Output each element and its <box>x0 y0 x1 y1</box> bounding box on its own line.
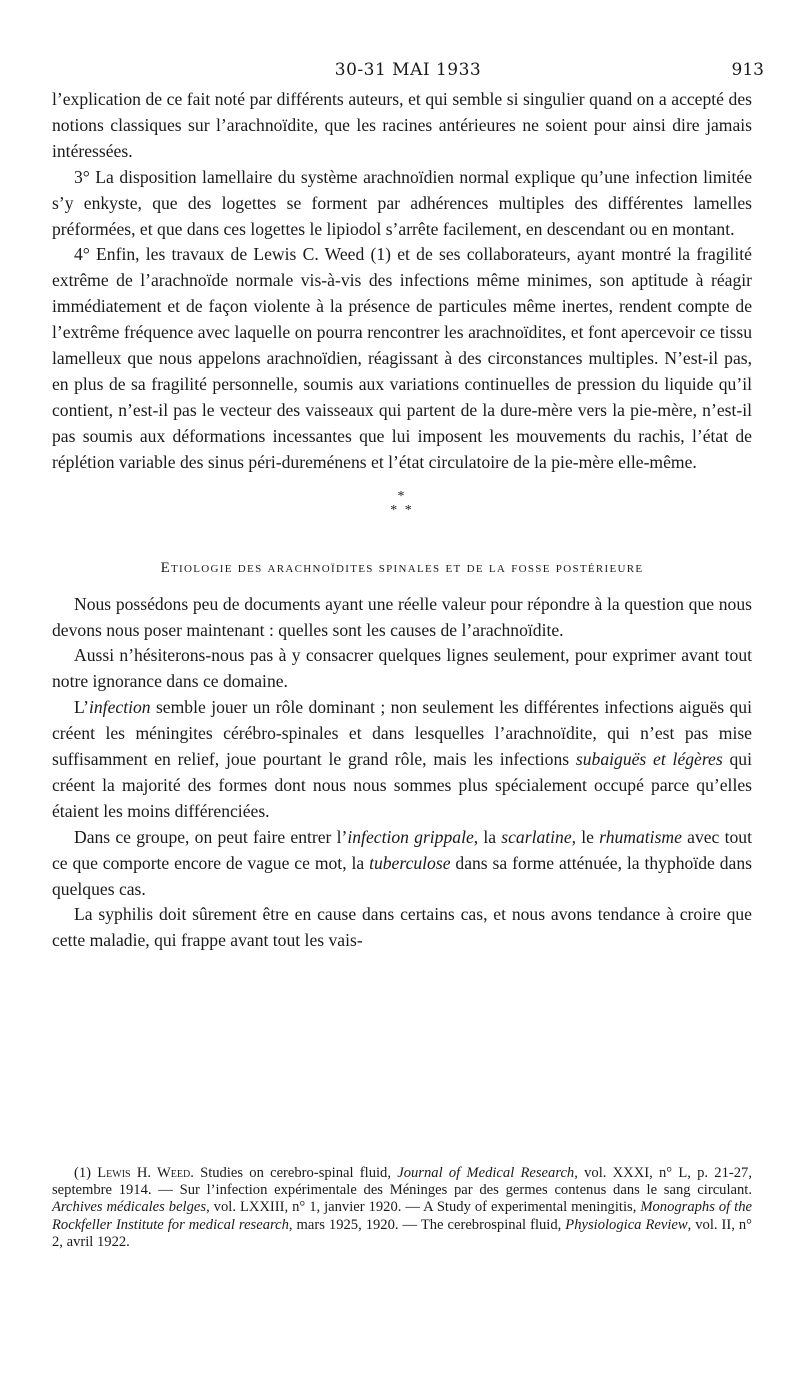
paragraph-point-3: 3° La disposition lamellaire du système arachnoïdien normal explique qu’une infection limitée s’y enkyste, que des logettes se forment par adhérences multiples des différentes lamelles préformées, et que dans ces logettes le lipiodol s’arrête facilement, en descendant ou en montant. <box>52 166 752 239</box>
footnote-1 <box>52 1165 752 1251</box>
footnote-text-2: , vol. XXXI, n° L, p. 21-27, septembre 1914. — Sur l’infection expérimentale des Méninges par des germes contenus dans le sang circulant. <box>52 1165 752 1199</box>
p3-text-c: qui créent la majorité des formes dont nous nous sommes plus spécialement occupé parce qu’elles étaient les moins différenciées. <box>52 749 752 821</box>
asterism-bottom: * * <box>390 502 414 518</box>
page-number: 913 <box>731 60 764 80</box>
section-paragraph-2: Aussi n’hésiterons-nous pas à y consacrer quelques lignes seulement, pour exprimer avant tout notre ignorance dans ce domaine. <box>52 645 752 692</box>
p4-text-a: Dans ce groupe, on peut faire entrer l’ <box>74 826 348 847</box>
footnote-text-1: . Studies on cerebro-spinal fluid, <box>190 1165 398 1181</box>
footnote-journal-4: Physiologica Review <box>565 1216 688 1233</box>
p4-text-d: avec tout ce que comporte encore de vague ce mot, la <box>52 826 752 873</box>
running-header <box>52 55 764 85</box>
main-text <box>52 87 752 954</box>
p4-text-b: , la <box>473 826 502 847</box>
p3-text-a: L’ <box>74 697 89 718</box>
footnote <box>52 1165 752 1251</box>
p3-emphasis-infection: infection <box>89 697 151 718</box>
section-paragraph-4 <box>52 825 752 903</box>
p3-text-b: semble jouer un rôle dominant ; non seulement les différentes infections aiguës qui créent les méningites cérébro-spinales et dans lesquelles l’arachnoïdite, qui n’est pas mise suffisamment en relief, joue pourtant le grand rôle, mais les infections <box>52 697 752 770</box>
p4-emphasis-scarlatine: scarlatine <box>501 826 572 847</box>
footnote-marker: (1) <box>74 1165 98 1181</box>
footnote-text-5: , vol. II, n° 2, avril 1922. <box>52 1216 752 1250</box>
section-heading: Etiologie des arachnoïdites spinales et de la fosse postérieure <box>160 559 644 576</box>
footnote-journal-2: Archives médicales belges <box>52 1199 207 1216</box>
p3-emphasis-subaigues: subaiguës et légères <box>575 749 723 770</box>
footnote-journal-1: Journal of Medical Research <box>397 1165 575 1181</box>
p4-text-c: , le <box>571 826 600 847</box>
footnote-author: Lewis H. Weed <box>97 1165 191 1181</box>
p4-text-e: dans sa forme atténuée, la thyphoïde dans quelques cas. <box>52 852 752 899</box>
p4-emphasis-tuberculose: tuberculose <box>369 852 451 873</box>
section-paragraph-1: Nous possédons peu de documents ayant une réelle valeur pour répondre à la question que nous devons nous poser maintenant : quelles sont les causes de l’arachnoïdite. <box>52 593 752 640</box>
paragraph-point-4: 4° Enfin, les travaux de Lewis C. Weed (1) et de ses collaborateurs, ayant montré la fragilité extrême de l’arachnoïde normale vis-à-vis des infections même minimes, son aptitude à réagir immédiatement et de façon violente à la présence de particules même inertes, rendent compte de l’extrême fréquence avec laquelle on pourra rencontrer les arachnoïdites, et font apercevoir ce tissu lamelleux que nous appelons arachnoïdien, réagissant à des circonstances multiples. N’est-il pas, en plus de sa fragilité personnelle, soumis aux variations continuelles de pression du liquide qu’il contient, n’est-il pas le vecteur des vaisseaux qui partent de la dure-mère vers la pie-mère, n’est-il pas soumis aux déformations incessantes que lui imposent les mouvements du rachis, l’état de réplétion variable des sinus péri-dureménens et l’état circulatoire de la pie-mère elle-même. <box>52 244 752 472</box>
p4-emphasis-grippale: infection grippale <box>347 826 474 847</box>
footnote-journal-3: Monographs of the Rockfeller Institute for medical research <box>52 1199 753 1233</box>
asterism-separator <box>52 490 752 518</box>
header-date: 30-31 MAI 1933 <box>334 60 482 80</box>
footnote-text-4: , mars 1925, 1920. — The cerebrospinal fluid, <box>288 1216 566 1233</box>
section-paragraph-5: La syphilis doit sûrement être en cause dans certains cas, et nous avons tendance à croire que cette maladie, qui frappe avant tout les vais- <box>52 904 752 951</box>
footnote-text-3: , vol. LXXIII, n° 1, janvier 1920. — A Study of experimental meningitis, <box>206 1199 641 1216</box>
p4-emphasis-rhumatisme: rhumatisme <box>599 826 682 847</box>
asterism-top: * <box>397 488 407 504</box>
paragraph-continuation: l’explication de ce fait noté par différents auteurs, et qui semble si singulier quand on a accepté des notions classiques sur l’arachnoïdite, que les racines antérieures ne soient pour ainsi dire jamais intéressées. <box>52 89 752 161</box>
section-paragraph-3 <box>52 695 752 825</box>
